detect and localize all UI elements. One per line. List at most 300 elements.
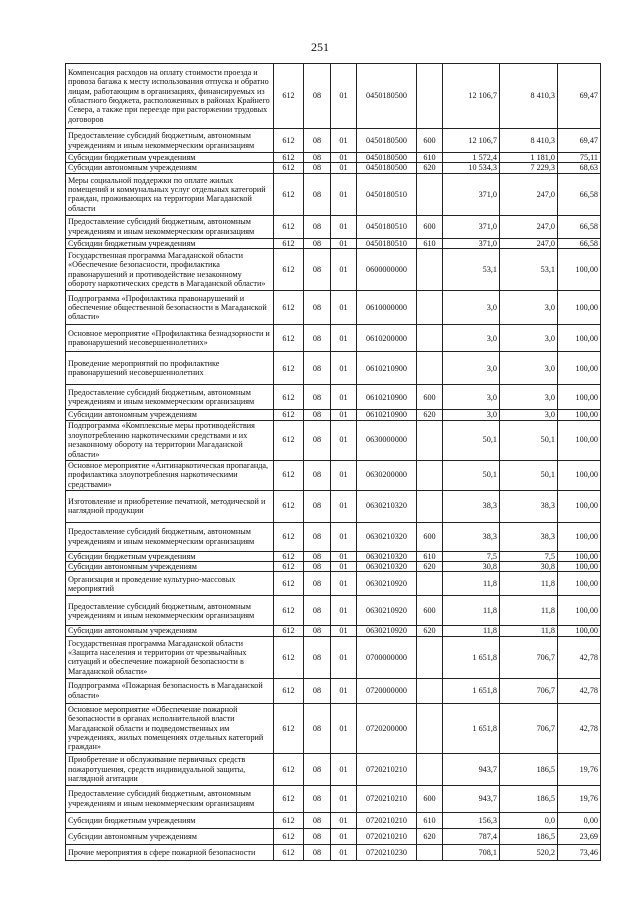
row-name: Изготовление и приобретение печатной, методической и наглядной продукции	[66, 490, 274, 522]
row-subsection-code: 01	[331, 828, 357, 844]
row-target-article: 0610200000	[357, 325, 417, 352]
row-target-article: 0720210230	[357, 844, 417, 860]
row-section-code: 08	[304, 238, 331, 248]
row-expense-type: 600	[417, 385, 443, 410]
table-row	[66, 844, 601, 860]
row-section-code: 08	[304, 490, 331, 522]
table-row	[66, 460, 601, 490]
row-target-article: 0720200000	[357, 703, 417, 753]
row-ved-code: 612	[274, 291, 304, 325]
row-target-article: 0450180510	[357, 173, 417, 215]
row-name: Субсидии бюджетным учреждениям	[66, 153, 274, 163]
row-name: Подпрограмма «Комплексные меры противодействия злоупотреблению наркотическими средствами и их незаконному обороту на территории Магаданской области»	[66, 420, 274, 460]
table-row	[66, 562, 601, 572]
row-subsection-code: 01	[331, 753, 357, 785]
row-planned-amount: 943,7	[443, 753, 500, 785]
table-row	[66, 215, 601, 238]
row-subsection-code: 01	[331, 596, 357, 626]
row-expense-type	[417, 490, 443, 522]
row-ved-code: 612	[274, 410, 304, 420]
row-expense-type	[417, 460, 443, 490]
row-actual-amount: 706,7	[500, 636, 558, 678]
row-planned-amount: 11,8	[443, 596, 500, 626]
row-subsection-code: 01	[331, 785, 357, 812]
row-expense-type	[417, 420, 443, 460]
row-planned-amount: 50,1	[443, 420, 500, 460]
row-execution-percent: 100,00	[558, 522, 601, 551]
row-target-article: 0630210320	[357, 551, 417, 561]
row-subsection-code: 01	[331, 410, 357, 420]
row-execution-percent: 23,69	[558, 828, 601, 844]
table-row	[66, 352, 601, 385]
row-ved-code: 612	[274, 785, 304, 812]
table-row	[66, 173, 601, 215]
row-planned-amount: 371,0	[443, 215, 500, 238]
row-actual-amount: 520,2	[500, 844, 558, 860]
row-subsection-code: 01	[331, 626, 357, 636]
row-execution-percent: 100,00	[558, 420, 601, 460]
table-row	[66, 153, 601, 163]
row-section-code: 08	[304, 844, 331, 860]
row-expense-type	[417, 844, 443, 860]
row-section-code: 08	[304, 753, 331, 785]
table-row	[66, 385, 601, 410]
table-row	[66, 596, 601, 626]
row-actual-amount: 1 181,0	[500, 153, 558, 163]
row-expense-type	[417, 291, 443, 325]
row-planned-amount: 1 651,8	[443, 678, 500, 703]
row-section-code: 08	[304, 636, 331, 678]
row-name: Основное мероприятие «Обеспечение пожарной безопасности в органах исполнительной власти Магаданской области и подведомственных им учреждениях, жилых помещениях отдельных категорий граждан»	[66, 703, 274, 753]
row-execution-percent: 100,00	[558, 291, 601, 325]
row-ved-code: 612	[274, 522, 304, 551]
row-subsection-code: 01	[331, 238, 357, 248]
row-planned-amount: 10 534,3	[443, 163, 500, 173]
row-ved-code: 612	[274, 215, 304, 238]
row-ved-code: 612	[274, 352, 304, 385]
row-name: Меры социальной поддержки по оплате жилых помещений и коммунальных услуг отдельных категорий граждан, проживающих на территории Магаданской области	[66, 173, 274, 215]
row-execution-percent: 68,63	[558, 163, 601, 173]
row-actual-amount: 8 410,3	[500, 129, 558, 153]
row-subsection-code: 01	[331, 490, 357, 522]
row-expense-type: 620	[417, 828, 443, 844]
row-target-article: 0720210210	[357, 828, 417, 844]
row-planned-amount: 11,8	[443, 626, 500, 636]
row-planned-amount: 50,1	[443, 460, 500, 490]
table-row	[66, 64, 601, 129]
budget-execution-table	[65, 63, 601, 861]
row-section-code: 08	[304, 828, 331, 844]
row-ved-code: 612	[274, 844, 304, 860]
row-section-code: 08	[304, 626, 331, 636]
row-subsection-code: 01	[331, 129, 357, 153]
row-expense-type: 620	[417, 626, 443, 636]
row-actual-amount: 7 229,3	[500, 163, 558, 173]
row-actual-amount: 247,0	[500, 238, 558, 248]
row-section-code: 08	[304, 153, 331, 163]
row-execution-percent: 100,00	[558, 385, 601, 410]
row-subsection-code: 01	[331, 215, 357, 238]
row-ved-code: 612	[274, 678, 304, 703]
row-planned-amount: 53,1	[443, 249, 500, 291]
row-ved-code: 612	[274, 490, 304, 522]
row-expense-type: 620	[417, 163, 443, 173]
row-execution-percent: 100,00	[558, 460, 601, 490]
table-row	[66, 636, 601, 678]
table-row	[66, 490, 601, 522]
row-name: Субсидии автономным учреждениям	[66, 626, 274, 636]
row-expense-type	[417, 753, 443, 785]
row-planned-amount: 3,0	[443, 385, 500, 410]
row-name: Основное мероприятие «Антинаркотическая пропаганда, профилактика злоупотребления наркотическими средствами»	[66, 460, 274, 490]
row-name: Предоставление субсидий бюджетным, автономным учреждениям и иным некоммерческим организациям	[66, 596, 274, 626]
row-expense-type	[417, 572, 443, 596]
row-actual-amount: 186,5	[500, 753, 558, 785]
row-target-article: 0610210900	[357, 385, 417, 410]
row-execution-percent: 66,58	[558, 173, 601, 215]
row-subsection-code: 01	[331, 249, 357, 291]
row-actual-amount: 3,0	[500, 325, 558, 352]
row-target-article: 0630210320	[357, 490, 417, 522]
row-actual-amount: 706,7	[500, 703, 558, 753]
row-actual-amount: 30,8	[500, 562, 558, 572]
row-target-article: 0450180510	[357, 238, 417, 248]
row-section-code: 08	[304, 678, 331, 703]
row-ved-code: 612	[274, 163, 304, 173]
table-row	[66, 812, 601, 828]
row-target-article: 0720210210	[357, 812, 417, 828]
table-row	[66, 551, 601, 561]
row-actual-amount: 706,7	[500, 678, 558, 703]
row-execution-percent: 75,11	[558, 153, 601, 163]
row-ved-code: 612	[274, 460, 304, 490]
row-section-code: 08	[304, 215, 331, 238]
table-row	[66, 129, 601, 153]
row-execution-percent: 100,00	[558, 596, 601, 626]
row-target-article: 0450180500	[357, 64, 417, 129]
row-execution-percent: 19,76	[558, 753, 601, 785]
row-subsection-code: 01	[331, 153, 357, 163]
row-target-article: 0700000000	[357, 636, 417, 678]
row-ved-code: 612	[274, 64, 304, 129]
row-name: Субсидии бюджетным учреждениям	[66, 238, 274, 248]
row-name: Субсидии автономным учреждениям	[66, 163, 274, 173]
row-name: Субсидии бюджетным учреждениям	[66, 812, 274, 828]
row-name: Государственная программа Магаданской области «Обеспечение безопасности, профилактика правонарушений и противодействие незаконному обороту наркотических средств в Магаданской области»	[66, 249, 274, 291]
row-execution-percent: 42,78	[558, 703, 601, 753]
row-planned-amount: 1 651,8	[443, 703, 500, 753]
row-name: Государственная программа Магаданской области «Защита населения и территории от чрезвычайных ситуаций и обеспечение пожарной безопасности в Магаданской области»	[66, 636, 274, 678]
row-ved-code: 612	[274, 551, 304, 561]
row-subsection-code: 01	[331, 522, 357, 551]
row-target-article: 0630210320	[357, 562, 417, 572]
row-ved-code: 612	[274, 812, 304, 828]
table-row	[66, 420, 601, 460]
row-subsection-code: 01	[331, 325, 357, 352]
row-actual-amount: 50,1	[500, 420, 558, 460]
row-actual-amount: 38,3	[500, 522, 558, 551]
table-row	[66, 753, 601, 785]
row-execution-percent: 42,78	[558, 678, 601, 703]
row-execution-percent: 100,00	[558, 572, 601, 596]
row-planned-amount: 943,7	[443, 785, 500, 812]
row-expense-type	[417, 678, 443, 703]
row-execution-percent: 100,00	[558, 626, 601, 636]
row-actual-amount: 38,3	[500, 490, 558, 522]
row-execution-percent: 69,47	[558, 129, 601, 153]
row-actual-amount: 11,8	[500, 626, 558, 636]
row-section-code: 08	[304, 173, 331, 215]
row-expense-type: 610	[417, 812, 443, 828]
row-target-article: 0610000000	[357, 291, 417, 325]
row-name: Предоставление субсидий бюджетным, автономным учреждениям и иным некоммерческим организациям	[66, 215, 274, 238]
row-ved-code: 612	[274, 703, 304, 753]
row-subsection-code: 01	[331, 173, 357, 215]
row-target-article: 0630200000	[357, 460, 417, 490]
row-ved-code: 612	[274, 238, 304, 248]
row-planned-amount: 11,8	[443, 572, 500, 596]
row-subsection-code: 01	[331, 352, 357, 385]
row-target-article: 0720210210	[357, 785, 417, 812]
row-subsection-code: 01	[331, 163, 357, 173]
row-target-article: 0720000000	[357, 678, 417, 703]
row-expense-type	[417, 352, 443, 385]
row-target-article: 0450180500	[357, 163, 417, 173]
row-target-article: 0610210900	[357, 410, 417, 420]
page-number: 251	[311, 40, 329, 54]
row-expense-type: 600	[417, 129, 443, 153]
row-actual-amount: 7,5	[500, 551, 558, 561]
row-execution-percent: 100,00	[558, 325, 601, 352]
row-actual-amount: 11,8	[500, 596, 558, 626]
row-planned-amount: 787,4	[443, 828, 500, 844]
row-expense-type: 600	[417, 215, 443, 238]
row-subsection-code: 01	[331, 703, 357, 753]
row-target-article: 0630210320	[357, 522, 417, 551]
row-ved-code: 612	[274, 325, 304, 352]
row-expense-type: 600	[417, 522, 443, 551]
row-name: Организация и проведение культурно-массовых мероприятий	[66, 572, 274, 596]
row-name: Субсидии автономным учреждениям	[66, 562, 274, 572]
row-name: Субсидии автономным учреждениям	[66, 828, 274, 844]
row-target-article: 0630210920	[357, 596, 417, 626]
row-section-code: 08	[304, 129, 331, 153]
row-actual-amount: 11,8	[500, 572, 558, 596]
row-expense-type: 600	[417, 596, 443, 626]
row-section-code: 08	[304, 812, 331, 828]
table-row	[66, 291, 601, 325]
row-execution-percent: 100,00	[558, 490, 601, 522]
row-section-code: 08	[304, 385, 331, 410]
row-execution-percent: 69,47	[558, 64, 601, 129]
row-expense-type: 610	[417, 551, 443, 561]
table-row	[66, 703, 601, 753]
row-section-code: 08	[304, 785, 331, 812]
row-planned-amount: 3,0	[443, 325, 500, 352]
row-target-article: 0630210920	[357, 626, 417, 636]
row-actual-amount: 8 410,3	[500, 64, 558, 129]
table-row	[66, 238, 601, 248]
row-ved-code: 612	[274, 420, 304, 460]
row-ved-code: 612	[274, 385, 304, 410]
row-section-code: 08	[304, 460, 331, 490]
row-section-code: 08	[304, 325, 331, 352]
row-subsection-code: 01	[331, 551, 357, 561]
row-target-article: 0450180500	[357, 153, 417, 163]
row-name: Проведение мероприятий по профилактике правонарушений несовершеннолетних	[66, 352, 274, 385]
row-ved-code: 612	[274, 249, 304, 291]
row-planned-amount: 3,0	[443, 410, 500, 420]
row-expense-type	[417, 636, 443, 678]
row-section-code: 08	[304, 64, 331, 129]
row-subsection-code: 01	[331, 636, 357, 678]
row-target-article: 0630000000	[357, 420, 417, 460]
table-row	[66, 325, 601, 352]
row-actual-amount: 3,0	[500, 410, 558, 420]
table-row	[66, 249, 601, 291]
row-planned-amount: 30,8	[443, 562, 500, 572]
row-expense-type	[417, 173, 443, 215]
row-execution-percent: 66,58	[558, 238, 601, 248]
row-target-article: 0450180500	[357, 129, 417, 153]
row-name: Приобретение и обслуживание первичных средств пожаротушения, средств индивидуальной защиты, наглядной агитации	[66, 753, 274, 785]
row-planned-amount: 12 106,7	[443, 129, 500, 153]
row-section-code: 08	[304, 291, 331, 325]
table-row	[66, 522, 601, 551]
row-actual-amount: 50,1	[500, 460, 558, 490]
row-planned-amount: 371,0	[443, 173, 500, 215]
row-planned-amount: 371,0	[443, 238, 500, 248]
row-section-code: 08	[304, 596, 331, 626]
row-name: Предоставление субсидий бюджетным, автономным учреждениям и иным некоммерческим организациям	[66, 385, 274, 410]
row-name: Прочие мероприятия в сфере пожарной безопасности	[66, 844, 274, 860]
row-expense-type: 600	[417, 785, 443, 812]
row-ved-code: 612	[274, 153, 304, 163]
row-subsection-code: 01	[331, 844, 357, 860]
row-expense-type: 620	[417, 562, 443, 572]
row-subsection-code: 01	[331, 385, 357, 410]
row-expense-type	[417, 64, 443, 129]
row-name: Подпрограмма «Пожарная безопасность в Магаданской области»	[66, 678, 274, 703]
row-section-code: 08	[304, 572, 331, 596]
row-execution-percent: 0,00	[558, 812, 601, 828]
row-subsection-code: 01	[331, 291, 357, 325]
table-row	[66, 785, 601, 812]
row-ved-code: 612	[274, 753, 304, 785]
table-row	[66, 828, 601, 844]
row-ved-code: 612	[274, 129, 304, 153]
row-subsection-code: 01	[331, 460, 357, 490]
row-execution-percent: 100,00	[558, 562, 601, 572]
row-name: Субсидии автономным учреждениям	[66, 410, 274, 420]
row-execution-percent: 73,46	[558, 844, 601, 860]
row-section-code: 08	[304, 163, 331, 173]
row-ved-code: 612	[274, 828, 304, 844]
row-execution-percent: 100,00	[558, 352, 601, 385]
table-row	[66, 678, 601, 703]
row-ved-code: 612	[274, 173, 304, 215]
row-actual-amount: 3,0	[500, 385, 558, 410]
row-planned-amount: 1 572,4	[443, 153, 500, 163]
row-name: Предоставление субсидий бюджетным, автономным учреждениям и иным некоммерческим организациям	[66, 785, 274, 812]
table-row	[66, 410, 601, 420]
table-row	[66, 626, 601, 636]
row-execution-percent: 100,00	[558, 249, 601, 291]
table-body	[66, 64, 601, 861]
row-name: Компенсация расходов на оплату стоимости проезда и провоза багажа к месту использования отпуска и обратно лицам, работающим в организациях, финансируемых из областного бюджета, расположенных в районах Крайнего Севера, а также при переезде при расторжении трудовых договоров	[66, 64, 274, 129]
row-subsection-code: 01	[331, 420, 357, 460]
row-name: Основное мероприятие «Профилактика безнадзорности и правонарушений несовершеннолетних»	[66, 325, 274, 352]
table-row	[66, 163, 601, 173]
row-section-code: 08	[304, 522, 331, 551]
row-actual-amount: 186,5	[500, 828, 558, 844]
row-ved-code: 612	[274, 626, 304, 636]
row-actual-amount: 0,0	[500, 812, 558, 828]
row-execution-percent: 100,00	[558, 410, 601, 420]
row-section-code: 08	[304, 249, 331, 291]
row-subsection-code: 01	[331, 572, 357, 596]
row-actual-amount: 247,0	[500, 173, 558, 215]
row-target-article: 0630210920	[357, 572, 417, 596]
row-planned-amount: 38,3	[443, 522, 500, 551]
row-execution-percent: 19,76	[558, 785, 601, 812]
row-target-article: 0600000000	[357, 249, 417, 291]
row-execution-percent: 66,58	[558, 215, 601, 238]
table-row	[66, 572, 601, 596]
row-subsection-code: 01	[331, 562, 357, 572]
row-subsection-code: 01	[331, 64, 357, 129]
row-section-code: 08	[304, 420, 331, 460]
row-planned-amount: 7,5	[443, 551, 500, 561]
row-expense-type	[417, 325, 443, 352]
row-target-article: 0450180510	[357, 215, 417, 238]
row-ved-code: 612	[274, 596, 304, 626]
row-expense-type: 620	[417, 410, 443, 420]
row-execution-percent: 42,78	[558, 636, 601, 678]
row-ved-code: 612	[274, 562, 304, 572]
row-planned-amount: 12 106,7	[443, 64, 500, 129]
row-subsection-code: 01	[331, 812, 357, 828]
row-ved-code: 612	[274, 636, 304, 678]
row-name: Предоставление субсидий бюджетным, автономным учреждениям и иным некоммерческим организациям	[66, 129, 274, 153]
row-section-code: 08	[304, 352, 331, 385]
row-actual-amount: 3,0	[500, 352, 558, 385]
row-name: Подпрограмма «Профилактика правонарушений и обеспечение общественной безопасности в Магаданской области»	[66, 291, 274, 325]
row-actual-amount: 186,5	[500, 785, 558, 812]
row-planned-amount: 3,0	[443, 291, 500, 325]
row-target-article: 0610210900	[357, 352, 417, 385]
row-ved-code: 612	[274, 572, 304, 596]
row-expense-type: 610	[417, 238, 443, 248]
row-execution-percent: 100,00	[558, 551, 601, 561]
row-actual-amount: 247,0	[500, 215, 558, 238]
row-actual-amount: 3,0	[500, 291, 558, 325]
row-section-code: 08	[304, 703, 331, 753]
row-expense-type: 610	[417, 153, 443, 163]
row-name: Предоставление субсидий бюджетным, автономным учреждениям и иным некоммерческим организациям	[66, 522, 274, 551]
row-planned-amount: 708,1	[443, 844, 500, 860]
row-subsection-code: 01	[331, 678, 357, 703]
row-planned-amount: 3,0	[443, 352, 500, 385]
row-actual-amount: 53,1	[500, 249, 558, 291]
row-planned-amount: 38,3	[443, 490, 500, 522]
row-name: Субсидии бюджетным учреждениям	[66, 551, 274, 561]
row-target-article: 0720210210	[357, 753, 417, 785]
row-section-code: 08	[304, 410, 331, 420]
row-section-code: 08	[304, 551, 331, 561]
row-planned-amount: 156,3	[443, 812, 500, 828]
row-expense-type	[417, 703, 443, 753]
